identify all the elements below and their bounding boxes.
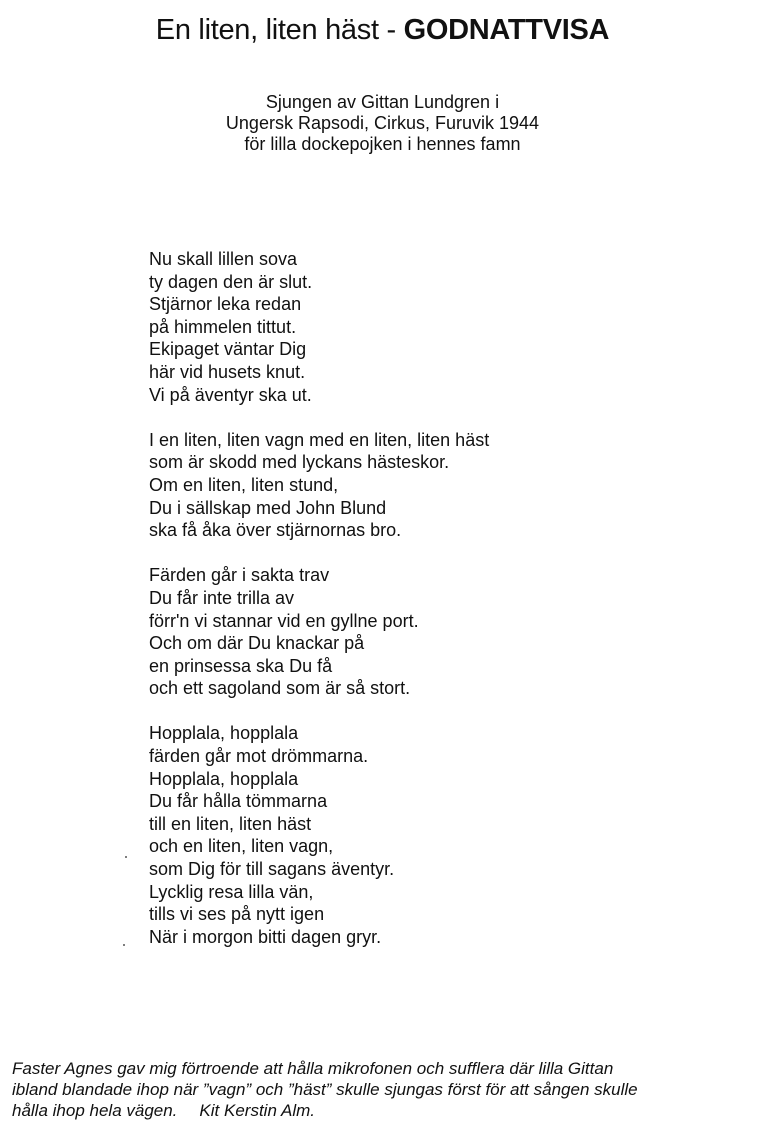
poem-line: Om en liten, liten stund, [149,474,339,495]
poem [149,248,669,971]
footnote-line: hålla ihop hela vägen. [12,1101,178,1120]
poem-line: Du får inte trilla av [149,587,295,608]
poem-line: ty dagen den är slut. [149,271,313,292]
page-title [0,14,765,47]
footnote [12,1058,757,1121]
scan-speck [125,856,127,858]
subtitle-line: Sjungen av Gittan Lundgren i [265,92,500,112]
subtitle-line: Ungersk Rapsodi, Cirkus, Furuvik 1944 [225,113,540,133]
poem-line: en prinsessa ska Du få [149,655,333,676]
poem-line: Nu skall lillen sova [149,249,298,269]
poem-line: ska få åka över stjärnornas bro. [149,520,402,541]
footnote-last-line [12,1100,757,1121]
footnote-line: Faster Agnes gav mig förtroende att hålla mikrofonen och sufflera där lilla Gittan [12,1059,614,1078]
poem-line: Stjärnor leka redan [149,294,302,315]
title-main: En liten, liten häst - [155,14,404,46]
poem-line: här vid husets knut. [149,361,306,382]
poem-line: till en liten, liten häst [149,813,312,834]
subtitle-block [0,92,765,155]
stanza-3 [149,564,669,700]
stanza-1 [149,248,669,406]
poem-line: Och om där Du knackar på [149,633,365,654]
footnote-line: ibland blandade ihop när ”vagn” och ”häst” skulle sjungas först för att sången skulle [12,1080,638,1099]
poem-line: Lycklig resa lilla vän, [149,881,314,902]
poem-line: förr'n vi stannar vid en gyllne port. [149,610,419,631]
poem-line: Hopplala, hopplala [149,768,299,789]
poem-line: och en liten, liten vagn, [149,836,334,857]
poem-line: och ett sagoland som är så stort. [149,678,411,699]
poem-line: som Dig för till sagans äventyr. [149,859,395,880]
poem-line: färden går mot drömmarna. [149,746,369,767]
poem-line: tills vi ses på nytt igen [149,904,325,925]
stanza-4 [149,722,669,948]
poem-line: på himmelen tittut. [149,316,297,337]
scan-speck [123,944,125,946]
poem-line: När i morgon bitti dagen gryr. [149,926,382,947]
poem-line: Du får hålla tömmarna [149,791,328,812]
poem-line: I en liten, liten vagn med en liten, liten häst [149,429,490,450]
poem-line: Vi på äventyr ska ut. [149,384,312,405]
poem-line: Färden går i sakta trav [149,565,330,586]
poem-line: Ekipaget väntar Dig [149,339,307,360]
poem-line: Hopplala, hopplala [149,723,299,744]
poem-line: Du i sällskap med John Blund [149,497,387,518]
signature: Kit Kerstin Alm. [199,1101,315,1120]
subtitle-line: för lilla dockepojken i hennes famn [244,134,521,154]
stanza-2 [149,429,669,542]
title-emphasis: GODNATTVISA [403,14,610,46]
poem-line: som är skodd med lyckans hästeskor. [149,452,450,473]
